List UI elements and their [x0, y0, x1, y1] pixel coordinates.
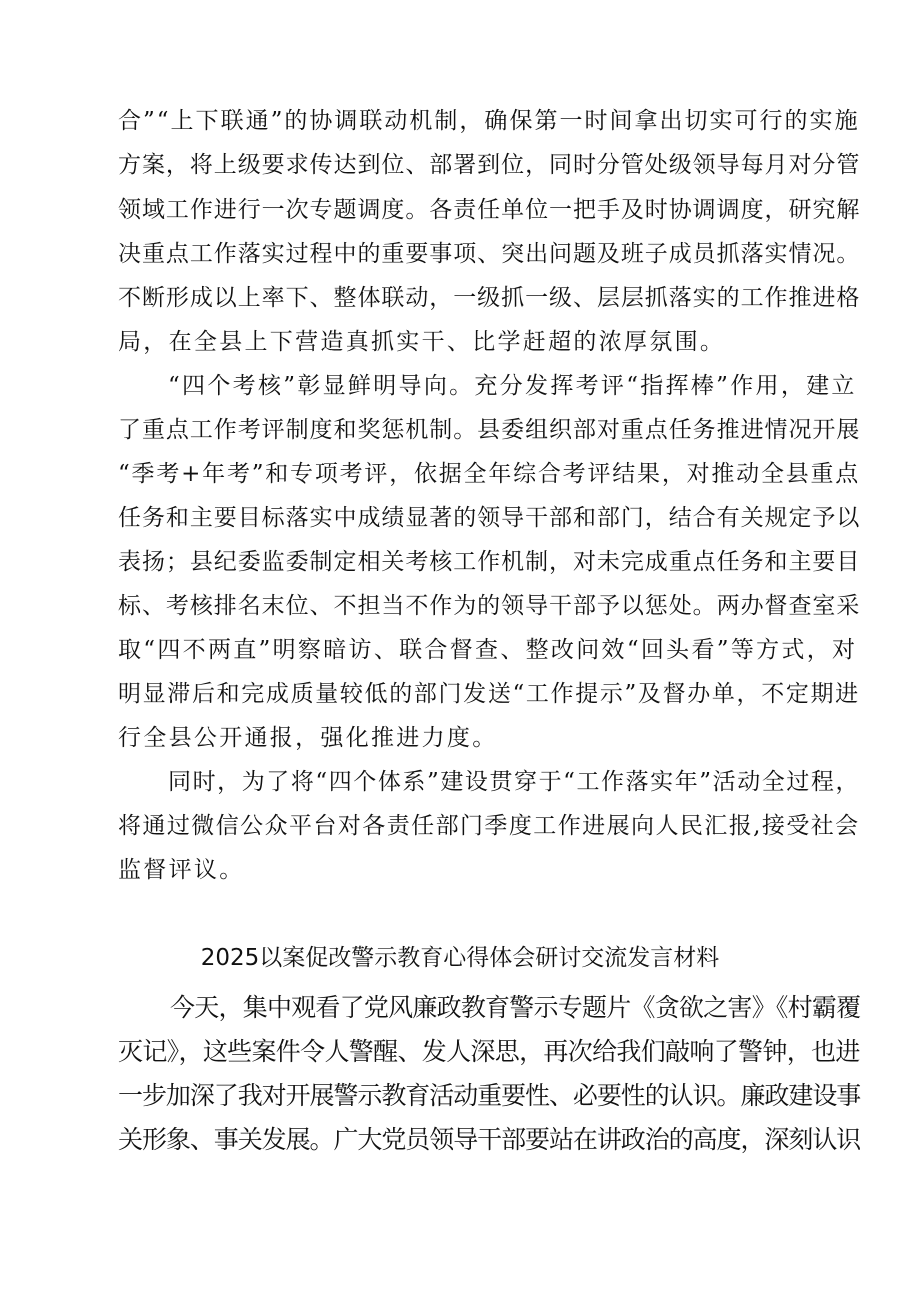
- paragraph-line: “季考+年考”和专项考评，依据全年综合考评结果，对推动全县重点: [118, 461, 861, 487]
- paragraph-line: 一步加深了我对开展警示教育活动重要性、必要性的认识。廉政建设事: [118, 1081, 861, 1110]
- paragraph-line: 局，在全县上下营造真抓实干、比学赶超的浓厚氛围。: [118, 329, 726, 355]
- paragraph-first-line: “四个考核”彰显鲜明导向。充分发挥考评“指挥棒”作用，建立: [168, 373, 857, 399]
- paragraph-line: 取“四不两直”明察暗访、联合督查、整改问效“回头看”等方式，对: [118, 637, 858, 663]
- paragraph-line: 行全县公开通报，强化推进力度。: [118, 725, 498, 751]
- paragraph-line: 任务和主要目标落实中成绩显著的领导干部和部门，结合有关规定予以: [118, 505, 861, 531]
- paragraph-line: 标、考核排名末位、不担当不作为的领导干部予以惩处。两办督查室采: [118, 593, 861, 619]
- paragraph-line: 了重点工作考评制度和奖惩机制。县委组织部对重点任务推进情况开展: [118, 417, 861, 443]
- paragraph-line: 决重点工作落实过程中的重要事项、突出问题及班子成员抓落实情况。: [118, 241, 861, 267]
- paragraph-line: 明显滞后和完成质量较低的部门发送“工作提示”及督办单，不定期进: [118, 681, 860, 707]
- paragraph-line: 领域工作进行一次专题调度。各责任单位一把手及时协调调度，研究解: [118, 197, 861, 223]
- paragraph-line: 监督评议。: [118, 857, 245, 883]
- paragraph-line: 灭记》，这些案件令人警醒、发人深思，再次给我们敲响了警钟，也进: [118, 1037, 860, 1066]
- paragraph-first-line: 今天，集中观看了党风廉政教育警示专题片《贪欲之害》《村霸覆: [170, 993, 861, 1022]
- paragraph-line: 合”“上下联通”的协调联动机制，确保第一时间拿出切实可行的实施: [118, 108, 860, 134]
- paragraph-line: 不断形成以上率下、整体联动，一级抓一级、层层抓落实的工作推进格: [118, 285, 861, 311]
- paragraph-line: 关形象、事关发展。广大党员领导干部要站在讲政治的高度，深刻认识: [118, 1125, 861, 1154]
- paragraph-line: 方案，将上级要求传达到位、部署到位，同时分管处级领导每月对分管: [118, 152, 861, 178]
- paragraph-line: 将通过微信公众平台对各责任部门季度工作进展向人民汇报,接受社会: [118, 813, 860, 839]
- paragraph-first-line: 同时，为了将“四个体系”建设贯穿于“工作落实年”活动全过程，: [168, 769, 861, 795]
- article-title: 2025以案促改警示教育心得体会研讨交流发言材料: [200, 945, 720, 971]
- paragraph-line: 表扬；县纪委监委制定相关考核工作机制，对未完成重点任务和主要目: [118, 549, 861, 575]
